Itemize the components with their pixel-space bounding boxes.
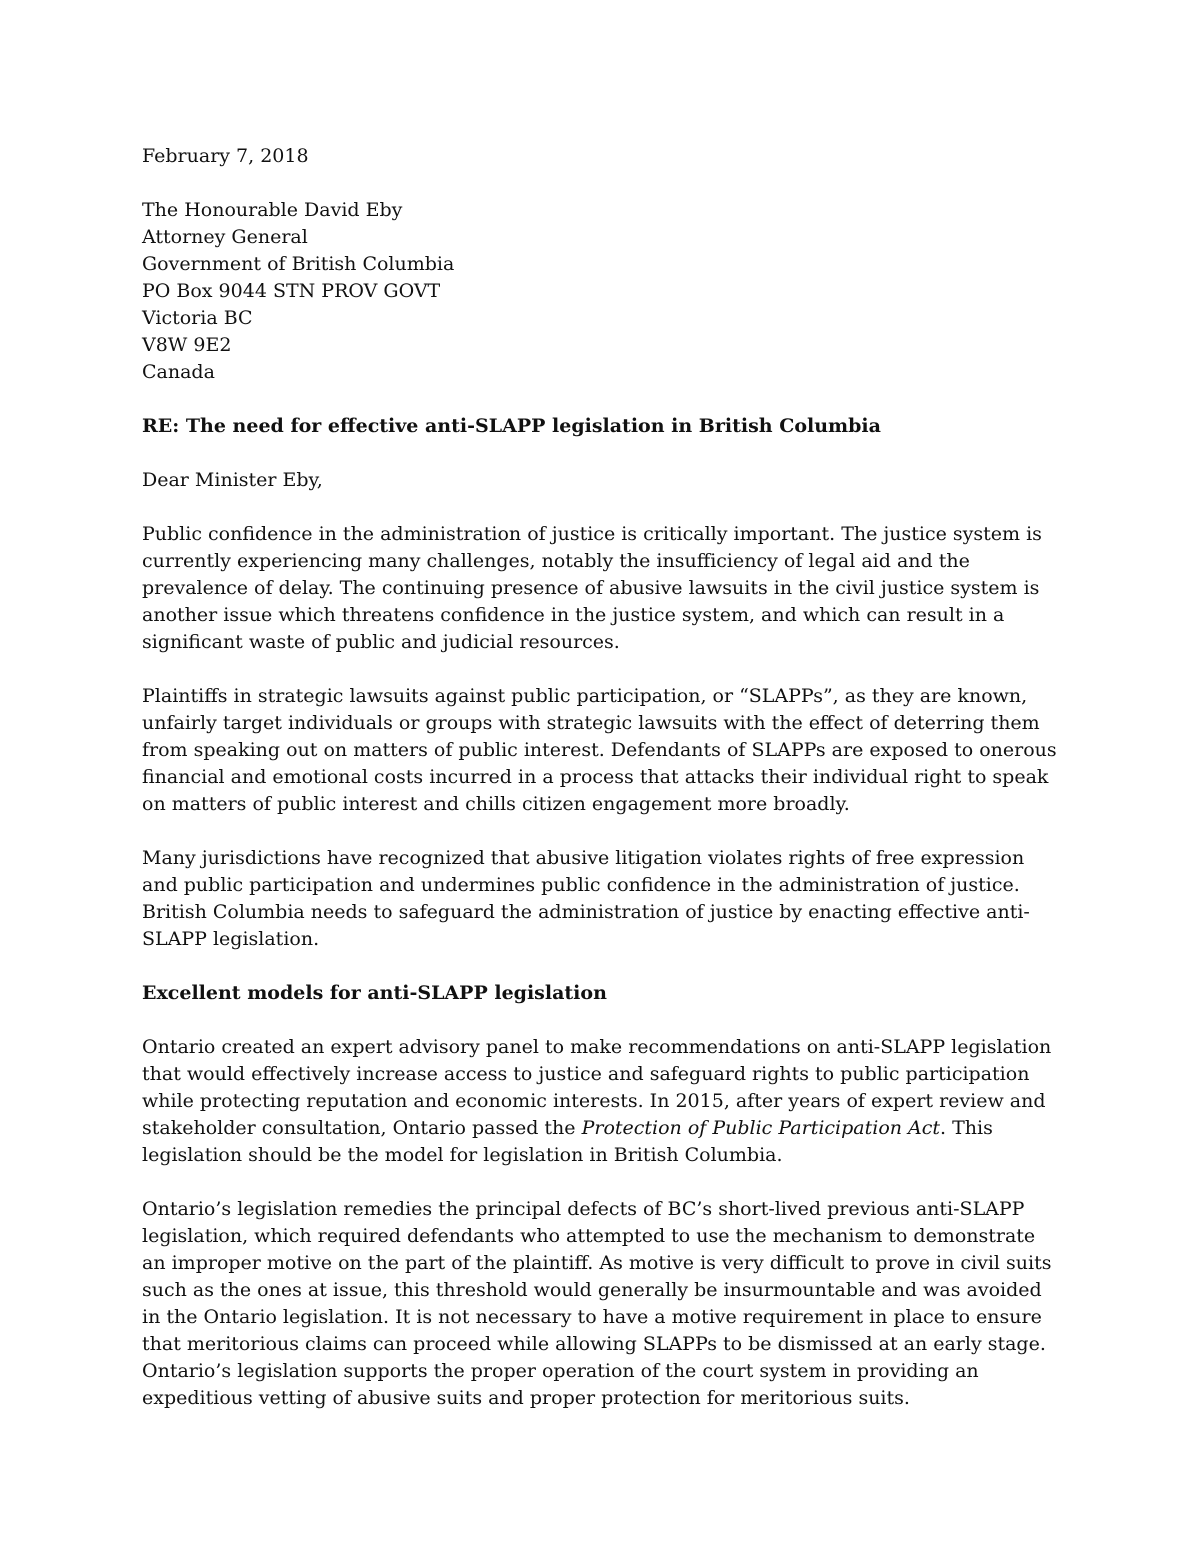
- letter-body: [142, 143, 1062, 1439]
- body-paragraph-3: Many jurisdictions have recognized that abusive litigation violates rights of free expression and public participation and undermines public confidence in the administration of justice. British Columbia needs to safeguard the administration of justice by enacting effective anti-SLAPP legislation.: [142, 847, 1030, 950]
- address-line-name: The Honourable David Eby: [142, 199, 403, 221]
- section-heading: Excellent models for anti-SLAPP legislation: [142, 982, 607, 1004]
- address-line-postal-code: V8W 9E2: [142, 334, 232, 356]
- address-line-po-box: PO Box 9044 STN PROV GOVT: [142, 280, 441, 302]
- address-line-organization: Government of British Columbia: [142, 253, 455, 275]
- recipient-address: [142, 197, 1062, 386]
- subject-line: RE: The need for effective anti-SLAPP legislation in British Columbia: [142, 415, 881, 437]
- section-paragraph-1-text-b: . This legislation should be the model for legislation in British Columbia.: [142, 1117, 993, 1166]
- address-line-country: Canada: [142, 361, 215, 383]
- act-title: Protection of Public Participation Act: [581, 1117, 941, 1139]
- salutation: Dear Minister Eby,: [142, 469, 323, 491]
- letter-date: February 7, 2018: [142, 145, 309, 167]
- address-line-city: Victoria BC: [142, 307, 253, 329]
- section-paragraph-2: Ontario’s legislation remedies the principal defects of BC’s short-lived previous anti-SLAPP legislation, which required defendants who attempted to use the mechanism to demonstrate an improper motive on the part of the plaintiff. As motive is very difficult to prove in civil suits such as the ones at issue, this threshold would generally be insurmountable and was avoided in the Ontario legislation. It is not necessary to have a motive requirement in place to ensure that meritorious claims can proceed while allowing SLAPPs to be dismissed at an early stage. Ontario’s legislation supports the proper operation of the court system in providing an expeditious vetting of abusive suits and proper protection for meritorious suits.: [142, 1198, 1052, 1409]
- address-line-title: Attorney General: [142, 226, 308, 248]
- section-paragraph-1: [142, 1034, 1062, 1169]
- section-paragraph-1-text-a: Ontario created an expert advisory panel to make recommendations on anti-SLAPP legislation that would effectively increase access to justice and safeguard rights to public participation while protecting reputation and economic interests. In 2015, after years of expert review and stakeholder consultation, Ontario passed the: [142, 1036, 1052, 1139]
- body-paragraph-1: Public confidence in the administration of justice is critically important. The justice system is currently experiencing many challenges, notably the insufficiency of legal aid and the prevalence of delay. The continuing presence of abusive lawsuits in the civil justice system is another issue which threatens confidence in the justice system, and which can result in a significant waste of public and judicial resources.: [142, 523, 1042, 653]
- body-paragraph-2: Plaintiffs in strategic lawsuits against public participation, or “SLAPPs”, as they are known, unfairly target individuals or groups with strategic lawsuits with the effect of deterring them from speaking out on matters of public interest. Defendants of SLAPPs are exposed to onerous financial and emotional costs incurred in a process that attacks their individual right to speak on matters of public interest and chills citizen engagement more broadly.: [142, 685, 1057, 815]
